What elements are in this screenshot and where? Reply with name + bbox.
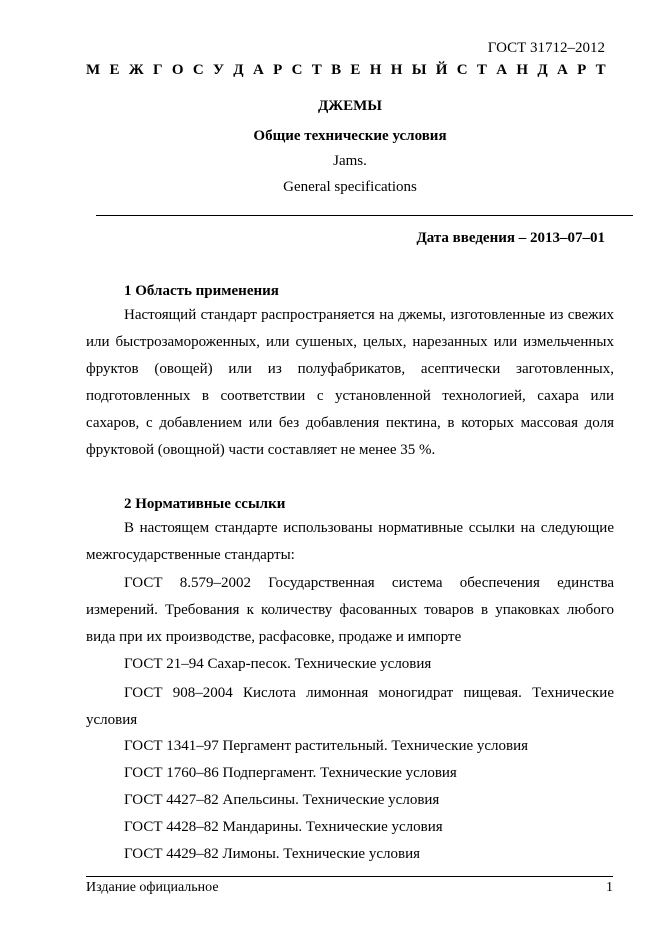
banner-letter: О xyxy=(171,62,184,78)
introduction-date: Дата введения – 2013–07–01 xyxy=(416,230,605,246)
official-edition-label: Издание официальное xyxy=(86,880,219,895)
banner-letter: Д xyxy=(537,62,548,78)
banner-letter: Е xyxy=(109,62,120,78)
banner-letter: А xyxy=(496,62,508,78)
banner-letter: Г xyxy=(152,62,163,78)
reference-gost-21: ГОСТ 21–94 Сахар-песок. Технические условия xyxy=(124,656,432,672)
reference-gost-4428: ГОСТ 4428–82 Мандарины. Технические условия xyxy=(124,819,443,835)
banner-letter: Р xyxy=(273,62,283,78)
banner-letter: Й xyxy=(435,62,448,78)
banner-letter: Е xyxy=(350,62,361,78)
banner-letter: Н xyxy=(390,62,403,78)
title-divider xyxy=(96,215,633,216)
banner-letter: Т xyxy=(311,62,322,78)
reference-gost-908: ГОСТ 908–2004 Кислота лимонная моногидрат пищевая. Технические условия xyxy=(86,685,614,728)
reference-gost-4427: ГОСТ 4427–82 Апельсины. Технические условия xyxy=(124,792,440,808)
page-number: 1 xyxy=(606,880,613,895)
banner-letter: Ж xyxy=(128,62,144,78)
section-2-intro: В настоящем стандарте использованы нормативные ссылки на следующие межгосударственные стандарты: xyxy=(86,520,614,563)
banner-letter: Р xyxy=(577,62,587,78)
banner-letter: С xyxy=(192,62,204,78)
reference-gost-1341: ГОСТ 1341–97 Пергамент растительный. Технические условия xyxy=(124,738,529,754)
banner-letter: Т xyxy=(476,62,487,78)
reference-gost-1760: ГОСТ 1760–86 Подпергамент. Технические условия xyxy=(124,765,457,781)
banner-letter: Н xyxy=(369,62,382,78)
banner-letter: М xyxy=(86,62,101,78)
banner-letter: Ы xyxy=(411,62,427,78)
document-title: ДЖЕМЫ xyxy=(317,98,383,114)
english-subtitle: General specifications xyxy=(283,179,417,195)
section-2-heading: 2 Нормативные ссылки xyxy=(124,496,286,512)
banner-letter: В xyxy=(331,62,342,78)
banner-letter: А xyxy=(556,62,568,78)
interstate-standard-banner xyxy=(86,62,606,79)
english-title: Jams. xyxy=(333,153,367,169)
banner-letter: Н xyxy=(516,62,529,78)
banner-letter: А xyxy=(252,62,264,78)
banner-letter: С xyxy=(456,62,468,78)
banner-letter: С xyxy=(291,62,303,78)
banner-letter: Д xyxy=(233,62,244,78)
document-subtitle: Общие технические условия xyxy=(253,128,447,144)
reference-gost-4429: ГОСТ 4429–82 Лимоны. Технические условия xyxy=(124,846,420,862)
banner-letter: Т xyxy=(595,62,606,78)
footer-divider xyxy=(86,876,613,877)
reference-gost-8579: ГОСТ 8.579–2002 Государственная система обеспечения единства измерений. Требования к количеству фасованных товаров в упаковках любого вида при их производстве, расфасовке, продаже и импорте xyxy=(86,575,614,645)
section-1-heading: 1 Область применения xyxy=(124,283,279,299)
section-1-text: Настоящий стандарт распространяется на джемы, изготовленные из свежих или быстрозамороженных, или сушеных, целых, нарезанных или измельченных фруктов (овощей) или из полуфабрикатов, асептически заготовленных, подготовленных в соответствии с установленной технологией, сахара или сахаров, с добавлением или без добавления пектина, в которых массовая доля фруктовой (овощной) части составляет не менее 35 %. xyxy=(86,307,614,458)
gost-number: ГОСТ 31712–2012 xyxy=(487,40,605,56)
banner-letter: У xyxy=(212,62,224,78)
